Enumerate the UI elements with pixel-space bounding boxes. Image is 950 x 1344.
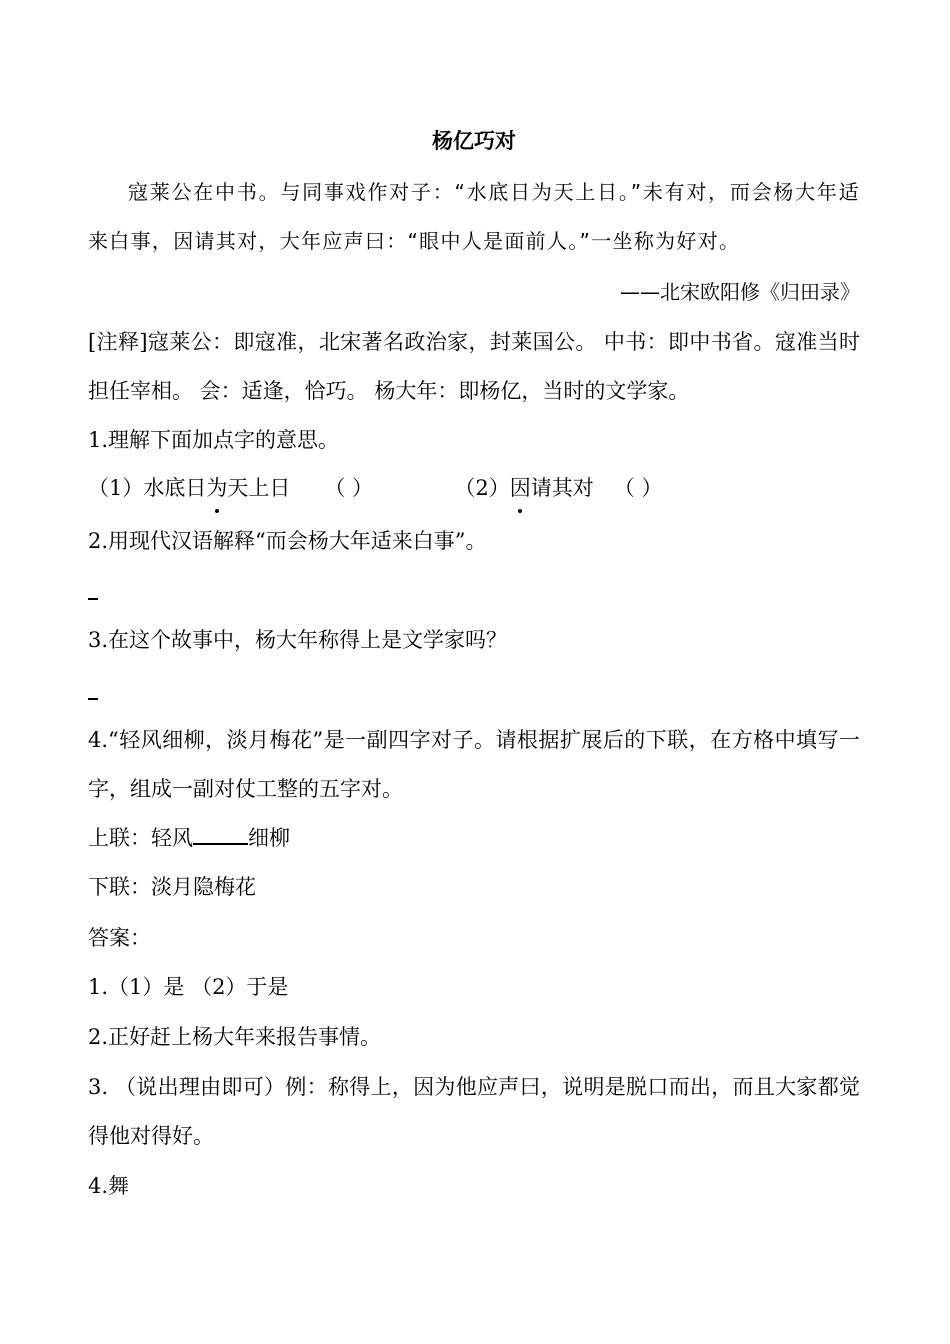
q1-item2-text: （2） — [454, 476, 510, 500]
q1-item2-text-end: 请其对 — [530, 476, 594, 500]
page-title: 杨亿巧对 — [432, 129, 516, 153]
upper-couplet-blank[interactable] — [193, 823, 248, 845]
answer-4: 4.舞 — [88, 1174, 130, 1198]
upper-couplet-end: 细柳 — [248, 826, 290, 850]
answer-3: 3. （说出理由即可）例：称得上，因为他应声曰，说明是脱口而出，而且大家都觉得他对得好。 — [88, 1075, 860, 1148]
q1-item2-answer-blank[interactable]: （ ） — [613, 476, 663, 500]
upper-couplet — [88, 816, 860, 860]
q1-item1-text: （1）水底日 — [88, 476, 207, 500]
q1-item2-dotted-char: 因 — [510, 466, 531, 510]
question-1-stem: 1.理解下面加点字的意思。 — [88, 428, 340, 452]
upper-couplet-start: 上联：轻风 — [88, 826, 193, 850]
lower-couplet: 下联：淡月隐梅花 — [88, 875, 256, 899]
answer-2: 2.正好赶上杨大年来报告事情。 — [88, 1025, 382, 1049]
question-2-stem: 2.用现代汉语解释“而会杨大年适来白事”。 — [88, 529, 487, 553]
classical-passage: 寇莱公在中书。与同事戏作对子：“水底日为天上日。”未有对，而会杨大年适来白事，因请其对，大年应声曰：“眼中人是面前人。”一坐称为好对。 — [88, 180, 860, 253]
q1-item1-dotted-char: 为 — [206, 466, 227, 510]
answer-1: 1.（1）是 （2）于是 — [88, 975, 289, 999]
question-4-stem: 4.“轻风细柳，淡月梅花”是一副四字对子。请根据扩展后的下联，在方格中填写一字，组成一副对仗工整的五字对。 — [88, 728, 860, 801]
question-2-answer-line[interactable] — [88, 598, 98, 600]
q1-item1-text-end: 天上日 — [227, 476, 291, 500]
source-attribution: ——北宋欧阳修《归田录》 — [620, 280, 860, 304]
annotation-notes: [注释]寇莱公：即寇准，北宋著名政治家，封莱国公。 中书：即中书省。寇准当时担任宰相。 会：适逢，恰巧。 杨大年：即杨亿，当时的文学家。 — [88, 330, 860, 403]
answers-heading: 答案： — [88, 926, 151, 950]
question-3-stem: 3.在这个故事中，杨大年称得上是文学家吗？ — [88, 628, 508, 652]
q1-item1-answer-blank[interactable]: （ ） — [324, 476, 374, 500]
question-3-answer-line[interactable] — [88, 698, 98, 700]
question-1-items — [88, 466, 860, 510]
